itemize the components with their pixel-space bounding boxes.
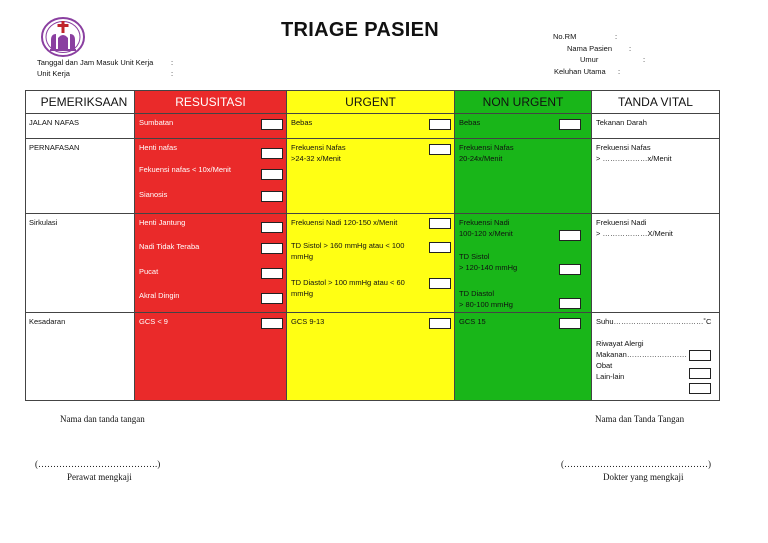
- checkbox[interactable]: [689, 383, 711, 394]
- field-label: Tanggal dan Jam Masuk Unit Kerja: [37, 58, 154, 67]
- checkbox[interactable]: [261, 148, 283, 159]
- field-nama-pasien: [567, 43, 632, 55]
- criterion-text: Henti Jantung: [139, 218, 186, 228]
- checkbox[interactable]: [559, 119, 581, 130]
- table-header-row: [26, 91, 720, 114]
- checkbox[interactable]: [261, 119, 283, 130]
- criterion-text: GCS < 9: [139, 316, 168, 326]
- criterion-text: Nadi Tidak Teraba: [139, 242, 200, 252]
- vital-text: Tekanan Darah: [596, 118, 647, 128]
- vital-text: Obat: [596, 360, 613, 370]
- row-label-cell: [26, 139, 135, 214]
- criterion-text: 100-120 x/Menit: [459, 229, 513, 239]
- field-unit-kerja: [37, 68, 173, 79]
- vital-text: Lain-lain: [596, 371, 625, 381]
- row-jalan-nafas: [26, 114, 720, 139]
- cell-resusitasi: [135, 312, 287, 400]
- row-sirkulasi: [26, 214, 720, 312]
- checkbox[interactable]: [261, 191, 283, 202]
- cell-urgent: [287, 114, 455, 139]
- field-label: Umur: [580, 55, 599, 64]
- hospital-logo: [40, 16, 86, 58]
- criterion-text: TD Sistol: [459, 252, 490, 262]
- vital-text: Riwayat Alergi: [596, 338, 644, 348]
- field-label: Keluhan Utama: [554, 67, 606, 76]
- checkbox[interactable]: [429, 218, 451, 229]
- field-no-rm: [553, 31, 618, 43]
- checkbox[interactable]: [429, 318, 451, 329]
- criterion-text: > 120-140 mmHg: [459, 263, 518, 273]
- row-label: PERNAFASAN: [29, 143, 80, 153]
- criterion-text: Sumbatan: [139, 118, 174, 128]
- row-label-cell: [26, 114, 135, 139]
- criterion-text: Frekuensi Nafas: [291, 143, 346, 153]
- checkbox[interactable]: [261, 169, 283, 180]
- checkbox[interactable]: [429, 119, 451, 130]
- checkbox[interactable]: [559, 230, 581, 241]
- criterion-text: Fekuensi nafas < 10x/Menit: [139, 165, 231, 175]
- cell-urgent: [287, 312, 455, 400]
- header-resusitasi: RESUSITASI: [135, 91, 287, 114]
- triage-table: [25, 90, 720, 401]
- row-label-cell: [26, 312, 135, 400]
- criterion-text: Sianosis: [139, 190, 168, 200]
- checkbox[interactable]: [261, 222, 283, 233]
- checkbox[interactable]: [559, 298, 581, 309]
- cell-tanda-vital: [592, 114, 720, 139]
- checkbox[interactable]: [261, 268, 283, 279]
- cell-resusitasi: [135, 114, 287, 139]
- row-kesadaran: [26, 312, 720, 400]
- cell-urgent: [287, 214, 455, 312]
- signature-role-left: Perawat mengkaji: [67, 472, 132, 482]
- checkbox[interactable]: [559, 264, 581, 275]
- criterion-text: TD Diastol: [459, 289, 495, 299]
- criterion-text: 20-24x/Menit: [459, 154, 503, 164]
- criterion-text: TD Diastol > 100 mmHg atau < 60: [291, 278, 405, 288]
- checkbox[interactable]: [429, 242, 451, 253]
- cell-non-urgent: [455, 214, 592, 312]
- criterion-text: GCS 9-13: [291, 316, 325, 326]
- cell-non-urgent: [455, 139, 592, 214]
- criterion-text: mmHg: [291, 252, 314, 262]
- criterion-text: mmHg: [291, 289, 314, 299]
- field-label: No.RM: [553, 32, 577, 41]
- signature-caption-left: Nama dan tanda tangan: [60, 414, 145, 424]
- field-label: Nama Pasien: [567, 44, 613, 53]
- criterion-text: GCS 15: [459, 316, 486, 326]
- vital-text: > ………………x/Menit: [596, 154, 672, 164]
- criterion-text: Pucat: [139, 267, 159, 277]
- field-separator: :: [171, 69, 174, 78]
- cell-resusitasi: [135, 214, 287, 312]
- signature-caption-right: Nama dan Tanda Tangan: [595, 414, 685, 424]
- cell-tanda-vital: [592, 312, 720, 400]
- criterion-text: Bebas: [291, 118, 313, 128]
- header-tanda-vital: TANDA VITAL: [592, 91, 720, 114]
- criterion-text: Bebas: [459, 118, 481, 128]
- checkbox[interactable]: [261, 243, 283, 254]
- row-pernafasan: [26, 139, 720, 214]
- vital-text: Frekuensi Nafas: [596, 143, 651, 153]
- criterion-text: Henti nafas: [139, 143, 177, 153]
- checkbox[interactable]: [261, 293, 283, 304]
- field-tanggal: [37, 57, 173, 68]
- field-separator: :: [171, 58, 174, 67]
- field-separator: :: [615, 32, 618, 41]
- header-non-urgent: NON URGENT: [455, 91, 592, 114]
- cell-tanda-vital: [592, 214, 720, 312]
- criterion-text: Frekuensi Nafas: [459, 143, 514, 153]
- cell-tanda-vital: [592, 139, 720, 214]
- criterion-text: >24-32 x/Menit: [291, 154, 341, 164]
- criterion-text: Akral Dingin: [139, 291, 180, 301]
- criterion-text: Frekuensi Nadi: [459, 218, 510, 228]
- checkbox[interactable]: [559, 318, 581, 329]
- row-label-cell: [26, 214, 135, 312]
- checkbox[interactable]: [261, 318, 283, 329]
- field-separator: :: [629, 44, 632, 53]
- criterion-text: Frekuensi Nadi 120-150 x/Menit: [291, 218, 398, 228]
- checkbox[interactable]: [429, 278, 451, 289]
- header-left-fields: [37, 57, 173, 79]
- field-umur: [580, 54, 646, 66]
- cell-resusitasi: [135, 139, 287, 214]
- page-title: TRIAGE PASIEN: [281, 19, 439, 41]
- checkbox[interactable]: [689, 368, 711, 379]
- signature-line-left: (………………………………….): [35, 459, 161, 469]
- vital-text: Makanan……………………: [596, 349, 687, 359]
- header-pemeriksaan: PEMERIKSAAN: [26, 91, 135, 114]
- field-separator: :: [618, 67, 621, 76]
- criterion-text: TD Sistol > 160 mmHg atau < 100: [291, 241, 405, 251]
- vital-text: Frekuensi Nadi: [596, 218, 647, 228]
- field-keluhan-utama: [554, 66, 621, 78]
- row-label: Kesadaran: [29, 316, 66, 326]
- vital-text: Suhu………………………………˚C: [596, 316, 712, 326]
- field-label: Unit Kerja: [37, 69, 70, 78]
- checkbox[interactable]: [429, 144, 451, 155]
- cell-urgent: [287, 139, 455, 214]
- header-urgent: URGENT: [287, 91, 455, 114]
- signature-line-right: (…………………………………………): [561, 459, 711, 469]
- criterion-text: > 80-100 mmHg: [459, 300, 513, 310]
- vital-text: > ………………X/Menit: [596, 229, 673, 239]
- cell-non-urgent: [455, 312, 592, 400]
- field-separator: :: [643, 55, 646, 64]
- signature-role-right: Dokter yang mengkaji: [603, 472, 684, 482]
- cell-non-urgent: [455, 114, 592, 139]
- row-label: Sirkulasi: [29, 218, 58, 228]
- checkbox[interactable]: [689, 350, 711, 361]
- row-label: JALAN NAFAS: [29, 118, 80, 128]
